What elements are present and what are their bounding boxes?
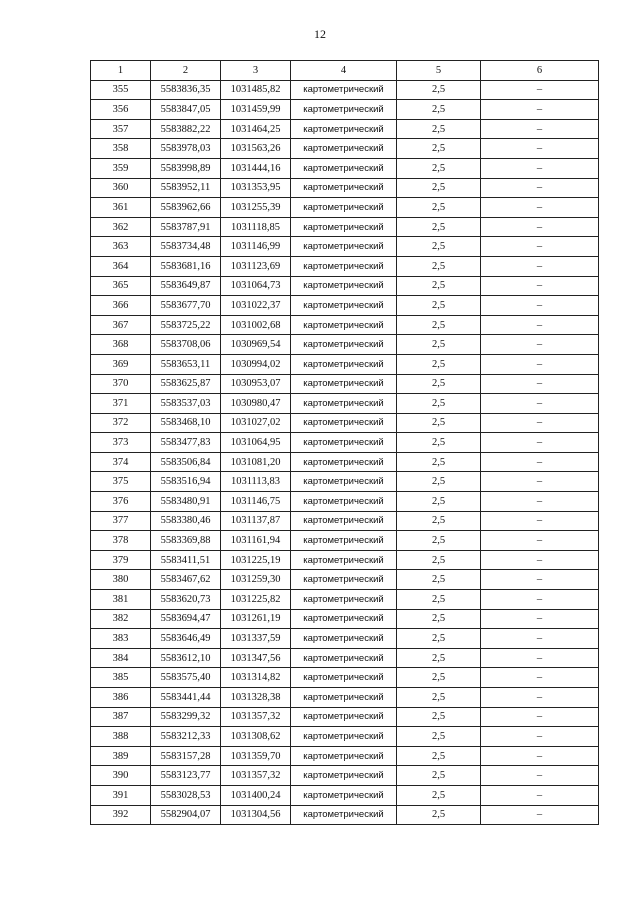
y-coordinate-cell: 1031459,99	[221, 100, 291, 120]
accuracy-cell: 2,5	[397, 785, 481, 805]
x-coordinate-cell: 5583441,44	[151, 688, 221, 708]
method-cell: картометрический	[291, 492, 397, 512]
x-coordinate-cell: 5583681,16	[151, 256, 221, 276]
point-number-cell: 369	[91, 354, 151, 374]
point-number-cell: 363	[91, 237, 151, 257]
point-number-cell: 391	[91, 785, 151, 805]
table-row	[91, 256, 599, 276]
table-row	[91, 276, 599, 296]
accuracy-cell: 2,5	[397, 433, 481, 453]
table-row	[91, 237, 599, 257]
method-cell: картометрический	[291, 296, 397, 316]
y-coordinate-cell: 1031022,37	[221, 296, 291, 316]
point-number-cell: 366	[91, 296, 151, 316]
y-coordinate-cell: 1031464,25	[221, 119, 291, 139]
x-coordinate-cell: 5583847,05	[151, 100, 221, 120]
point-number-cell: 361	[91, 198, 151, 218]
method-cell: картометрический	[291, 256, 397, 276]
point-number-cell: 364	[91, 256, 151, 276]
description-cell: –	[481, 158, 599, 178]
table-row	[91, 766, 599, 786]
x-coordinate-cell: 5583646,49	[151, 629, 221, 649]
method-cell: картометрический	[291, 119, 397, 139]
accuracy-cell: 2,5	[397, 590, 481, 610]
point-number-cell: 362	[91, 217, 151, 237]
method-cell: картометрический	[291, 100, 397, 120]
x-coordinate-cell: 5583380,46	[151, 511, 221, 531]
y-coordinate-cell: 1031027,02	[221, 413, 291, 433]
x-coordinate-cell: 5583734,48	[151, 237, 221, 257]
description-cell: –	[481, 354, 599, 374]
y-coordinate-cell: 1031002,68	[221, 315, 291, 335]
point-number-cell: 371	[91, 394, 151, 414]
point-number-cell: 365	[91, 276, 151, 296]
description-cell: –	[481, 472, 599, 492]
table-row	[91, 296, 599, 316]
y-coordinate-cell: 1031563,26	[221, 139, 291, 159]
x-coordinate-cell: 5583468,10	[151, 413, 221, 433]
point-number-cell: 378	[91, 531, 151, 551]
description-cell: –	[481, 433, 599, 453]
table-body	[91, 80, 599, 825]
table-row	[91, 648, 599, 668]
table-row	[91, 394, 599, 414]
method-cell: картометрический	[291, 315, 397, 335]
accuracy-cell: 2,5	[397, 550, 481, 570]
accuracy-cell: 2,5	[397, 335, 481, 355]
method-cell: картометрический	[291, 139, 397, 159]
x-coordinate-cell: 5583725,22	[151, 315, 221, 335]
accuracy-cell: 2,5	[397, 707, 481, 727]
accuracy-cell: 2,5	[397, 413, 481, 433]
description-cell: –	[481, 727, 599, 747]
column-header-2: 2	[151, 61, 221, 81]
accuracy-cell: 2,5	[397, 158, 481, 178]
y-coordinate-cell: 1031357,32	[221, 766, 291, 786]
accuracy-cell: 2,5	[397, 570, 481, 590]
description-cell: –	[481, 80, 599, 100]
point-number-cell: 374	[91, 452, 151, 472]
point-number-cell: 390	[91, 766, 151, 786]
y-coordinate-cell: 1030980,47	[221, 394, 291, 414]
point-number-cell: 355	[91, 80, 151, 100]
table-row	[91, 785, 599, 805]
table-row	[91, 707, 599, 727]
point-number-cell: 387	[91, 707, 151, 727]
method-cell: картометрический	[291, 688, 397, 708]
accuracy-cell: 2,5	[397, 668, 481, 688]
accuracy-cell: 2,5	[397, 354, 481, 374]
y-coordinate-cell: 1031146,75	[221, 492, 291, 512]
description-cell: –	[481, 276, 599, 296]
description-cell: –	[481, 785, 599, 805]
x-coordinate-cell: 5582904,07	[151, 805, 221, 825]
accuracy-cell: 2,5	[397, 276, 481, 296]
description-cell: –	[481, 119, 599, 139]
table-row	[91, 629, 599, 649]
description-cell: –	[481, 178, 599, 198]
description-cell: –	[481, 648, 599, 668]
point-number-cell: 379	[91, 550, 151, 570]
accuracy-cell: 2,5	[397, 609, 481, 629]
column-header-5: 5	[397, 61, 481, 81]
accuracy-cell: 2,5	[397, 198, 481, 218]
x-coordinate-cell: 5583653,11	[151, 354, 221, 374]
x-coordinate-cell: 5583477,83	[151, 433, 221, 453]
y-coordinate-cell: 1030969,54	[221, 335, 291, 355]
method-cell: картометрический	[291, 158, 397, 178]
method-cell: картометрический	[291, 766, 397, 786]
y-coordinate-cell: 1031225,82	[221, 590, 291, 610]
point-number-cell: 358	[91, 139, 151, 159]
y-coordinate-cell: 1030953,07	[221, 374, 291, 394]
method-cell: картометрический	[291, 237, 397, 257]
x-coordinate-cell: 5583123,77	[151, 766, 221, 786]
accuracy-cell: 2,5	[397, 374, 481, 394]
accuracy-cell: 2,5	[397, 629, 481, 649]
y-coordinate-cell: 1031259,30	[221, 570, 291, 590]
description-cell: –	[481, 100, 599, 120]
table-row	[91, 550, 599, 570]
column-header-3: 3	[221, 61, 291, 81]
accuracy-cell: 2,5	[397, 315, 481, 335]
y-coordinate-cell: 1031137,87	[221, 511, 291, 531]
x-coordinate-cell: 5583299,32	[151, 707, 221, 727]
method-cell: картометрический	[291, 785, 397, 805]
accuracy-cell: 2,5	[397, 472, 481, 492]
x-coordinate-cell: 5583962,66	[151, 198, 221, 218]
column-header-4: 4	[291, 61, 397, 81]
description-cell: –	[481, 531, 599, 551]
accuracy-cell: 2,5	[397, 727, 481, 747]
method-cell: картометрический	[291, 746, 397, 766]
table-row	[91, 433, 599, 453]
description-cell: –	[481, 609, 599, 629]
y-coordinate-cell: 1031304,56	[221, 805, 291, 825]
description-cell: –	[481, 492, 599, 512]
point-number-cell: 382	[91, 609, 151, 629]
table-row	[91, 590, 599, 610]
table-row	[91, 805, 599, 825]
method-cell: картометрический	[291, 609, 397, 629]
y-coordinate-cell: 1031337,59	[221, 629, 291, 649]
x-coordinate-cell: 5583882,22	[151, 119, 221, 139]
x-coordinate-cell: 5583978,03	[151, 139, 221, 159]
point-number-cell: 383	[91, 629, 151, 649]
point-number-cell: 389	[91, 746, 151, 766]
x-coordinate-cell: 5583620,73	[151, 590, 221, 610]
table-row	[91, 413, 599, 433]
x-coordinate-cell: 5583157,28	[151, 746, 221, 766]
method-cell: картометрический	[291, 433, 397, 453]
y-coordinate-cell: 1031123,69	[221, 256, 291, 276]
description-cell: –	[481, 374, 599, 394]
y-coordinate-cell: 1031261,19	[221, 609, 291, 629]
point-number-cell: 356	[91, 100, 151, 120]
method-cell: картометрический	[291, 550, 397, 570]
method-cell: картометрический	[291, 217, 397, 237]
x-coordinate-cell: 5583708,06	[151, 335, 221, 355]
description-cell: –	[481, 570, 599, 590]
method-cell: картометрический	[291, 805, 397, 825]
method-cell: картометрический	[291, 198, 397, 218]
table-row	[91, 178, 599, 198]
x-coordinate-cell: 5583516,94	[151, 472, 221, 492]
description-cell: –	[481, 688, 599, 708]
x-coordinate-cell: 5583836,35	[151, 80, 221, 100]
description-cell: –	[481, 237, 599, 257]
x-coordinate-cell: 5583369,88	[151, 531, 221, 551]
x-coordinate-cell: 5583480,91	[151, 492, 221, 512]
point-number-cell: 370	[91, 374, 151, 394]
y-coordinate-cell: 1031064,73	[221, 276, 291, 296]
method-cell: картометрический	[291, 472, 397, 492]
accuracy-cell: 2,5	[397, 139, 481, 159]
table-row	[91, 727, 599, 747]
description-cell: –	[481, 217, 599, 237]
y-coordinate-cell: 1030994,02	[221, 354, 291, 374]
table-row	[91, 492, 599, 512]
method-cell: картометрический	[291, 511, 397, 531]
y-coordinate-cell: 1031255,39	[221, 198, 291, 218]
method-cell: картометрический	[291, 531, 397, 551]
method-cell: картометрический	[291, 570, 397, 590]
method-cell: картометрический	[291, 590, 397, 610]
y-coordinate-cell: 1031314,82	[221, 668, 291, 688]
accuracy-cell: 2,5	[397, 805, 481, 825]
point-number-cell: 375	[91, 472, 151, 492]
method-cell: картометрический	[291, 394, 397, 414]
y-coordinate-cell: 1031113,83	[221, 472, 291, 492]
point-number-cell: 367	[91, 315, 151, 335]
y-coordinate-cell: 1031161,94	[221, 531, 291, 551]
y-coordinate-cell: 1031400,24	[221, 785, 291, 805]
method-cell: картометрический	[291, 276, 397, 296]
table-row	[91, 746, 599, 766]
method-cell: картометрический	[291, 707, 397, 727]
y-coordinate-cell: 1031485,82	[221, 80, 291, 100]
description-cell: –	[481, 139, 599, 159]
table-header-row	[91, 61, 599, 81]
y-coordinate-cell: 1031081,20	[221, 452, 291, 472]
y-coordinate-cell: 1031359,70	[221, 746, 291, 766]
point-number-cell: 360	[91, 178, 151, 198]
table-row	[91, 472, 599, 492]
table-row	[91, 119, 599, 139]
x-coordinate-cell: 5583625,87	[151, 374, 221, 394]
y-coordinate-cell: 1031444,16	[221, 158, 291, 178]
x-coordinate-cell: 5583952,11	[151, 178, 221, 198]
accuracy-cell: 2,5	[397, 119, 481, 139]
accuracy-cell: 2,5	[397, 648, 481, 668]
point-number-cell: 376	[91, 492, 151, 512]
method-cell: картометрический	[291, 629, 397, 649]
table-row	[91, 688, 599, 708]
table-row	[91, 315, 599, 335]
y-coordinate-cell: 1031118,85	[221, 217, 291, 237]
method-cell: картометрический	[291, 668, 397, 688]
point-number-cell: 368	[91, 335, 151, 355]
point-number-cell: 373	[91, 433, 151, 453]
description-cell: –	[481, 707, 599, 727]
point-number-cell: 381	[91, 590, 151, 610]
accuracy-cell: 2,5	[397, 296, 481, 316]
y-coordinate-cell: 1031357,32	[221, 707, 291, 727]
table-row	[91, 511, 599, 531]
method-cell: картометрический	[291, 727, 397, 747]
description-cell: –	[481, 629, 599, 649]
table-row	[91, 139, 599, 159]
point-number-cell: 372	[91, 413, 151, 433]
point-number-cell: 359	[91, 158, 151, 178]
description-cell: –	[481, 746, 599, 766]
x-coordinate-cell: 5583411,51	[151, 550, 221, 570]
method-cell: картометрический	[291, 354, 397, 374]
x-coordinate-cell: 5583575,40	[151, 668, 221, 688]
table-row	[91, 452, 599, 472]
method-cell: картометрический	[291, 452, 397, 472]
description-cell: –	[481, 550, 599, 570]
table-row	[91, 100, 599, 120]
description-cell: –	[481, 805, 599, 825]
table-row	[91, 609, 599, 629]
x-coordinate-cell: 5583212,33	[151, 727, 221, 747]
method-cell: картометрический	[291, 335, 397, 355]
description-cell: –	[481, 590, 599, 610]
description-cell: –	[481, 198, 599, 218]
x-coordinate-cell: 5583998,89	[151, 158, 221, 178]
accuracy-cell: 2,5	[397, 746, 481, 766]
accuracy-cell: 2,5	[397, 100, 481, 120]
table-row	[91, 374, 599, 394]
table-row	[91, 335, 599, 355]
x-coordinate-cell: 5583612,10	[151, 648, 221, 668]
method-cell: картометрический	[291, 648, 397, 668]
y-coordinate-cell: 1031347,56	[221, 648, 291, 668]
y-coordinate-cell: 1031353,95	[221, 178, 291, 198]
point-number-cell: 377	[91, 511, 151, 531]
accuracy-cell: 2,5	[397, 688, 481, 708]
x-coordinate-cell: 5583537,03	[151, 394, 221, 414]
x-coordinate-cell: 5583028,53	[151, 785, 221, 805]
description-cell: –	[481, 335, 599, 355]
accuracy-cell: 2,5	[397, 237, 481, 257]
table-row	[91, 158, 599, 178]
point-number-cell: 392	[91, 805, 151, 825]
description-cell: –	[481, 668, 599, 688]
column-header-1: 1	[91, 61, 151, 81]
description-cell: –	[481, 394, 599, 414]
accuracy-cell: 2,5	[397, 531, 481, 551]
description-cell: –	[481, 296, 599, 316]
table-row	[91, 217, 599, 237]
description-cell: –	[481, 452, 599, 472]
x-coordinate-cell: 5583649,87	[151, 276, 221, 296]
description-cell: –	[481, 256, 599, 276]
y-coordinate-cell: 1031225,19	[221, 550, 291, 570]
point-number-cell: 385	[91, 668, 151, 688]
accuracy-cell: 2,5	[397, 766, 481, 786]
table-row	[91, 198, 599, 218]
x-coordinate-cell: 5583787,91	[151, 217, 221, 237]
accuracy-cell: 2,5	[397, 511, 481, 531]
description-cell: –	[481, 413, 599, 433]
accuracy-cell: 2,5	[397, 256, 481, 276]
point-number-cell: 384	[91, 648, 151, 668]
x-coordinate-cell: 5583506,84	[151, 452, 221, 472]
accuracy-cell: 2,5	[397, 80, 481, 100]
description-cell: –	[481, 766, 599, 786]
y-coordinate-cell: 1031146,99	[221, 237, 291, 257]
y-coordinate-cell: 1031064,95	[221, 433, 291, 453]
accuracy-cell: 2,5	[397, 394, 481, 414]
description-cell: –	[481, 315, 599, 335]
table-row	[91, 354, 599, 374]
point-number-cell: 380	[91, 570, 151, 590]
column-header-6: 6	[481, 61, 599, 81]
page-number: 12	[314, 27, 326, 41]
accuracy-cell: 2,5	[397, 452, 481, 472]
point-number-cell: 386	[91, 688, 151, 708]
y-coordinate-cell: 1031328,38	[221, 688, 291, 708]
table-row	[91, 531, 599, 551]
x-coordinate-cell: 5583677,70	[151, 296, 221, 316]
x-coordinate-cell: 5583467,62	[151, 570, 221, 590]
table-row	[91, 570, 599, 590]
point-number-cell: 357	[91, 119, 151, 139]
coordinates-table	[90, 60, 599, 825]
method-cell: картометрический	[291, 374, 397, 394]
description-cell: –	[481, 511, 599, 531]
y-coordinate-cell: 1031308,62	[221, 727, 291, 747]
method-cell: картометрический	[291, 80, 397, 100]
x-coordinate-cell: 5583694,47	[151, 609, 221, 629]
method-cell: картометрический	[291, 413, 397, 433]
table-row	[91, 668, 599, 688]
point-number-cell: 388	[91, 727, 151, 747]
accuracy-cell: 2,5	[397, 178, 481, 198]
accuracy-cell: 2,5	[397, 217, 481, 237]
table-row	[91, 80, 599, 100]
method-cell: картометрический	[291, 178, 397, 198]
accuracy-cell: 2,5	[397, 492, 481, 512]
